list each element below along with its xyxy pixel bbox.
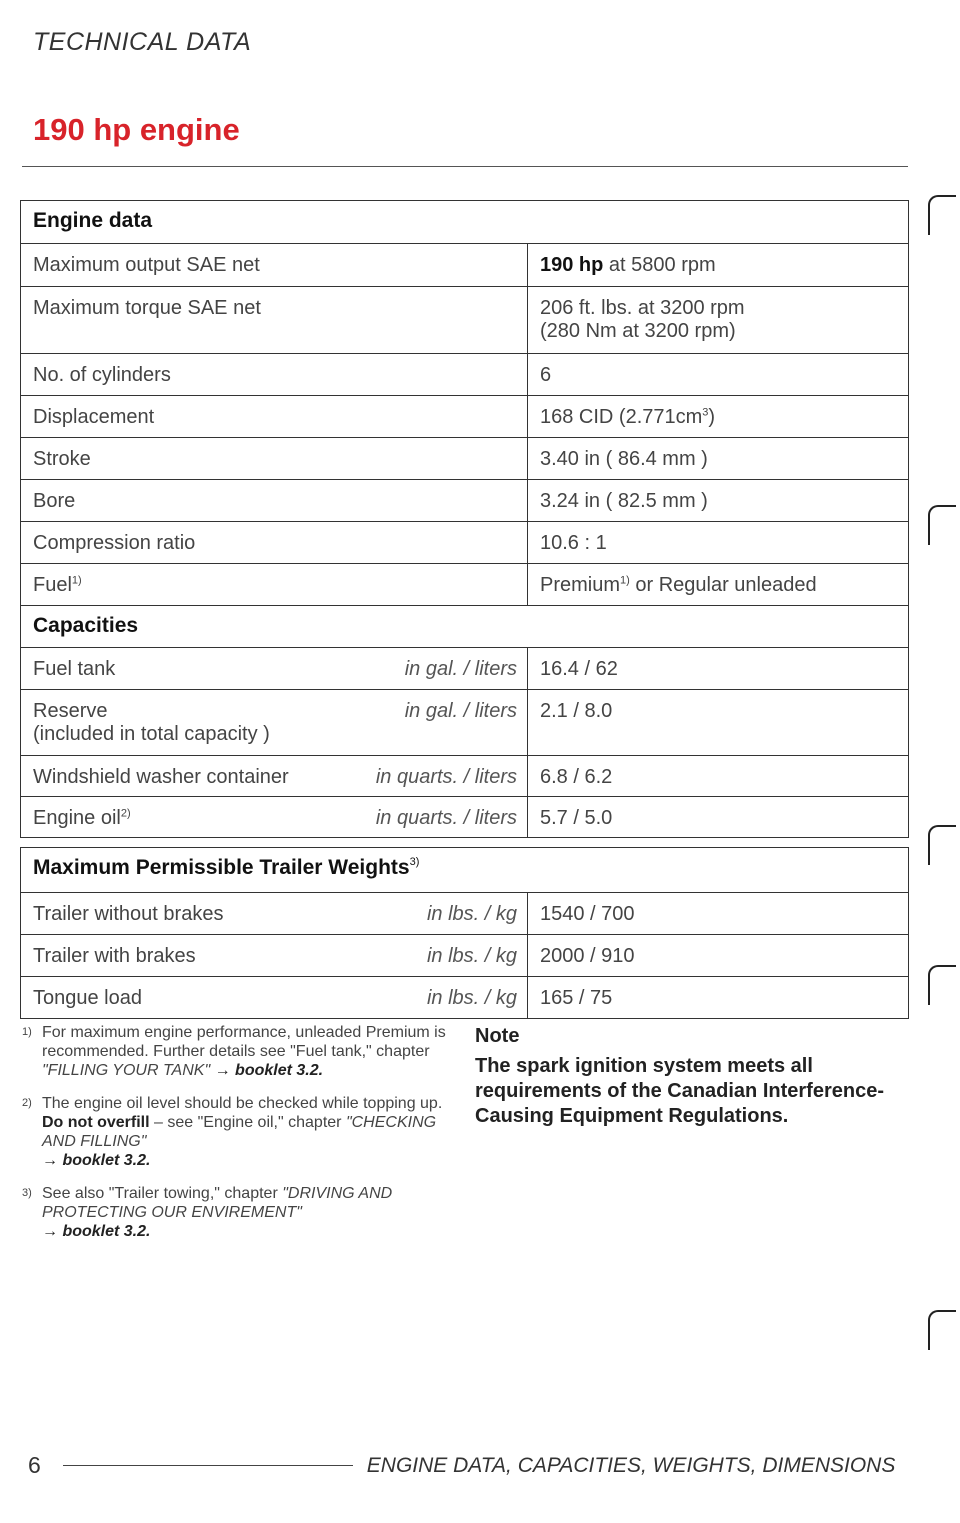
value-text: 168 CID (2.771cm [540,406,703,428]
row-value: 5.7 / 5.0 [540,807,613,829]
footnote-number: 2) [22,1097,32,1109]
unit-label: in quarts. / liters [375,807,517,829]
engine-data-table [20,200,909,838]
footnote-number: 1) [22,1026,32,1038]
footnote-text: The engine oil level should be checked while topping up. [42,1095,443,1112]
label-superscript: 2) [120,807,131,820]
row-value [528,244,908,286]
page-footer [28,1452,918,1479]
footnote-reference: → booklet 3.2. [42,1223,151,1240]
row-label: Stroke [21,438,528,479]
table-row [21,353,908,395]
row-label: Bore [21,480,528,521]
section-title: Maximum Permissible Trailer Weights [33,856,410,879]
section-superscript: 3) [409,856,420,868]
value-end: or Regular unleaded [629,574,817,596]
row-label: Maximum output SAE net [21,244,528,286]
value-line-2: (280 Nm at 3200 rpm) [540,320,736,342]
unit-label: in lbs. / kg [426,987,517,1009]
binder-hole-mark [928,505,956,545]
table-row [21,934,908,976]
row-value: 3.24 in ( 82.5 mm ) [540,490,708,512]
row-label: Displacement [21,396,528,437]
footnote-text: See also "Trailer towing," chapter [42,1185,278,1202]
row-label: No. of cylinders [21,354,528,395]
unit-label: in lbs. / kg [426,945,517,967]
row-value: 16.4 / 62 [540,658,618,680]
footnote-chapter: "CHECKING AND FILLING" [42,1114,437,1150]
label-text: Trailer with brakes [33,945,196,967]
section-trailer-weights [21,848,908,892]
title-divider [22,166,908,167]
footnote-1 [22,1023,462,1080]
footnote-number: 3) [22,1187,32,1199]
table-row [21,479,908,521]
value-text: Premium [540,574,621,596]
value-end: ) [708,406,716,428]
label-text: Fuel tank [33,658,116,680]
row-value: 3.40 in ( 86.4 mm ) [540,448,708,470]
binder-hole-mark [928,825,956,865]
footer-section-title: ENGINE DATA, CAPACITIES, WEIGHTS, DIMENSIONS [366,1453,896,1477]
label-text: Windshield washer container [33,766,289,788]
row-label [21,935,528,976]
value-line-1: 206 ft. lbs. at 3200 rpm [540,297,745,319]
table-row [21,521,908,563]
footnotes [22,1023,462,1255]
unit-label: in lbs. / kg [426,903,517,925]
row-value: 10.6 : 1 [540,532,607,554]
row-value: 1540 / 700 [540,903,635,925]
value-superscript: 3 [702,406,709,419]
row-label: Maximum torque SAE net [21,287,528,353]
label-text: Tongue load [33,987,142,1009]
footnote-2 [22,1094,462,1170]
row-value: 6 [540,364,552,386]
label-text: Reserve [33,700,108,722]
value-superscript: 1) [620,574,630,587]
footnote-body [42,1023,462,1080]
footnote-3 [22,1184,462,1241]
row-label [21,690,528,755]
label-line-2: (included in total capacity ) [33,723,270,745]
note-box [475,1025,915,1129]
unit-label: in gal. / liters [404,658,517,680]
section-engine-data: Engine data [33,209,153,232]
binder-hole-mark [928,195,956,235]
footnote-text-2: – see "Engine oil," chapter [149,1114,342,1131]
row-value: 2000 / 910 [540,945,635,967]
footnote-body [42,1094,462,1170]
table-row [21,395,908,437]
note-text: The spark ignition system meets all requirements of the Canadian Interference-Causing Equipment Regulations. [475,1055,884,1127]
row-label [21,564,528,605]
value-text: at 5800 rpm [603,254,716,276]
unit-label: in gal. / liters [404,700,517,722]
page-number: 6 [28,1452,41,1478]
row-label [21,797,528,837]
footnote-reference: → booklet 3.2. [42,1152,151,1169]
row-label [21,893,528,934]
footnote-warning: Do not overfill [42,1114,150,1131]
footnote-text: For maximum engine performance, unleaded Premium is recommended. Further details see "Fuel tank," chapter [42,1024,446,1060]
table-row [21,437,908,479]
page-title: 190 hp engine [33,112,240,147]
row-value [528,287,908,353]
row-label [21,977,528,1018]
row-label [21,756,528,796]
label-text: Trailer without brakes [33,903,224,925]
binder-hole-mark [928,965,956,1005]
table-row [21,892,908,934]
row-value: 6.8 / 6.2 [540,766,613,788]
note-heading: Note [475,1025,520,1047]
row-value [528,396,908,437]
row-value [528,564,908,605]
row-label [21,648,528,689]
table-row [21,563,908,605]
table-row [21,286,908,353]
table-row [21,647,908,689]
footnote-body [42,1184,462,1241]
label-text: Fuel [33,574,72,596]
table-row [21,976,908,1018]
footnote-chapter: "FILLING YOUR TANK" [42,1062,211,1079]
unit-label: in quarts. / liters [375,766,517,788]
row-label: Compression ratio [21,522,528,563]
table-row [21,689,908,755]
table-row [21,243,908,286]
footer-divider [63,1465,353,1466]
table-row [21,755,908,796]
running-header: TECHNICAL DATA [33,28,252,56]
table-row [21,796,908,837]
binder-hole-mark [928,1310,956,1350]
label-superscript: 1) [71,574,82,587]
footnote-reference: → booklet 3.2. [214,1062,324,1079]
row-value: 2.1 / 8.0 [540,700,613,722]
footnote-chapter: "DRIVING AND PROTECTING OUR ENVIREMENT" [42,1185,393,1221]
section-capacities: Capacities [21,605,908,647]
value-bold: 190 hp [540,254,604,276]
trailer-weights-table [20,847,909,1019]
row-value: 165 / 75 [540,987,613,1009]
label-text: Engine oil [33,807,121,829]
